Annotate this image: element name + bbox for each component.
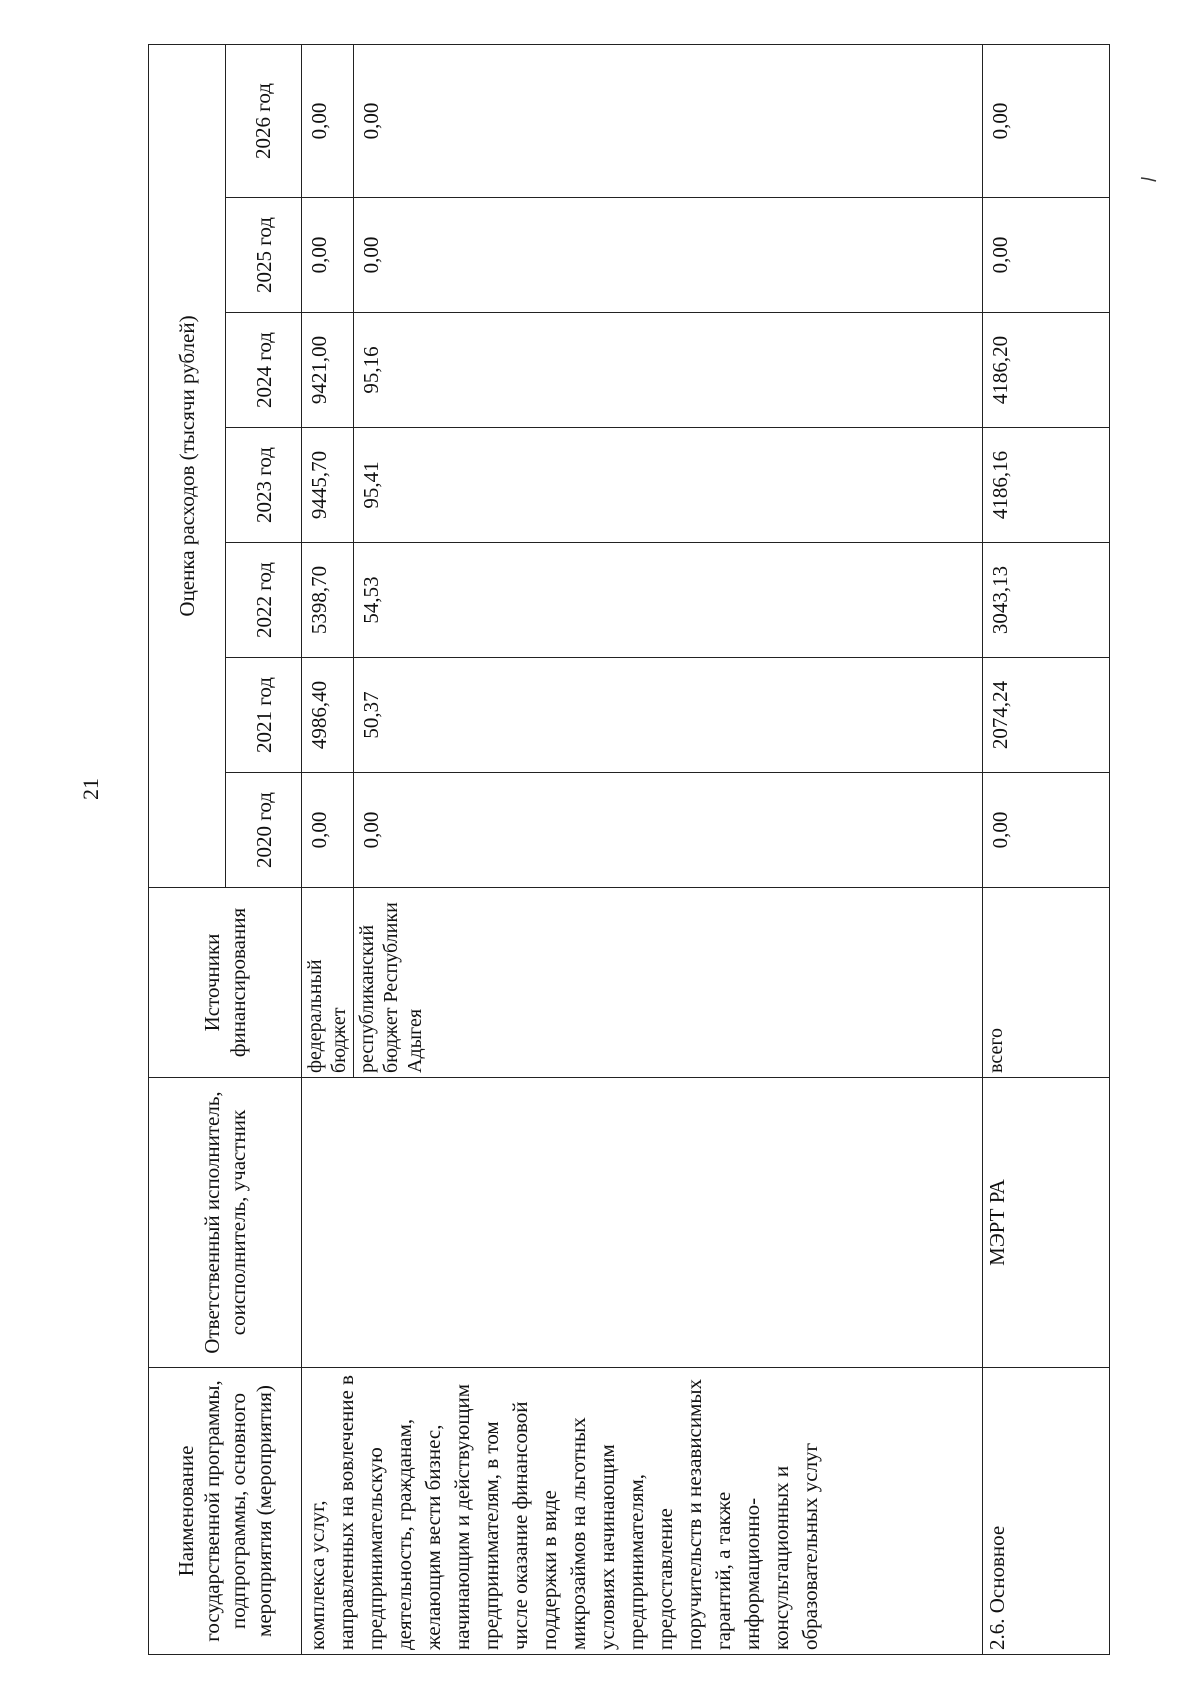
republican-value-2025: 0,00 (354, 198, 983, 313)
program-description: комплекса услуг, направленных на вовлечение в предпринимательскую деятельность, гражданам, желающим вести бизнес, начинающим и действующим предпринимателям, в том числе оказание финансовой поддержки в виде микрозаймов на льготных условиях начинающим предпринимателям, предоставление поручительств и независимых гарантий, а также информационно-консультационных и образовательных услуг (302, 1368, 983, 1655)
page-number: 21 (78, 778, 103, 800)
rotated-table-container (148, 45, 1110, 1655)
total-value-2022: 3043,13 (982, 543, 1109, 658)
republican-value-2022: 54,53 (354, 543, 983, 658)
pen-mark-icon (1140, 176, 1158, 182)
federal-value-2021: 4986,40 (302, 658, 354, 773)
funding-source-federal: федеральный бюджет (302, 888, 354, 1078)
total-value-2020: 0,00 (982, 773, 1109, 888)
republican-value-2026: 0,00 (354, 45, 983, 198)
total-value-2026: 0,00 (982, 45, 1109, 198)
header-year-2026: 2026 год (226, 45, 302, 198)
header-year-2021: 2021 год (226, 658, 302, 773)
total-value-2025: 0,00 (982, 198, 1109, 313)
funding-source-republican: республиканский бюджет Республики Адыгея (354, 888, 983, 1078)
republican-value-2020: 0,00 (354, 773, 983, 888)
expenditure-table (148, 44, 1110, 1655)
federal-value-2023: 9445,70 (302, 428, 354, 543)
header-year-2024: 2024 год (226, 313, 302, 428)
header-year-2022: 2022 год (226, 543, 302, 658)
republican-value-2024: 95,16 (354, 313, 983, 428)
next-row-funding-source: всего (982, 888, 1109, 1078)
federal-value-2024: 9421,00 (302, 313, 354, 428)
federal-value-2020: 0,00 (302, 773, 354, 888)
header-year-2023: 2023 год (226, 428, 302, 543)
next-row-program-name: 2.6. Основное (982, 1368, 1109, 1655)
responsible-cell-empty (302, 1078, 983, 1368)
header-funding-sources: Источники финансирования (149, 888, 302, 1078)
federal-value-2022: 5398,70 (302, 543, 354, 658)
federal-value-2026: 0,00 (302, 45, 354, 198)
header-responsible: Ответственный исполнитель, соисполнитель, участник (149, 1078, 302, 1368)
header-year-2020: 2020 год (226, 773, 302, 888)
republican-value-2021: 50,37 (354, 658, 983, 773)
total-value-2021: 2074,24 (982, 658, 1109, 773)
republican-value-2023: 95,41 (354, 428, 983, 543)
next-row-responsible: МЭРТ РА (982, 1078, 1109, 1368)
total-value-2023: 4186,16 (982, 428, 1109, 543)
header-year-2025: 2025 год (226, 198, 302, 313)
total-value-2024: 4186,20 (982, 313, 1109, 428)
header-expenditure-estimate: Оценка расходов (тысячи рублей) (149, 45, 226, 888)
federal-value-2025: 0,00 (302, 198, 354, 313)
header-program-name: Наименование государственной программы, подпрограммы, основного мероприятия (мероприятия) (149, 1368, 302, 1655)
